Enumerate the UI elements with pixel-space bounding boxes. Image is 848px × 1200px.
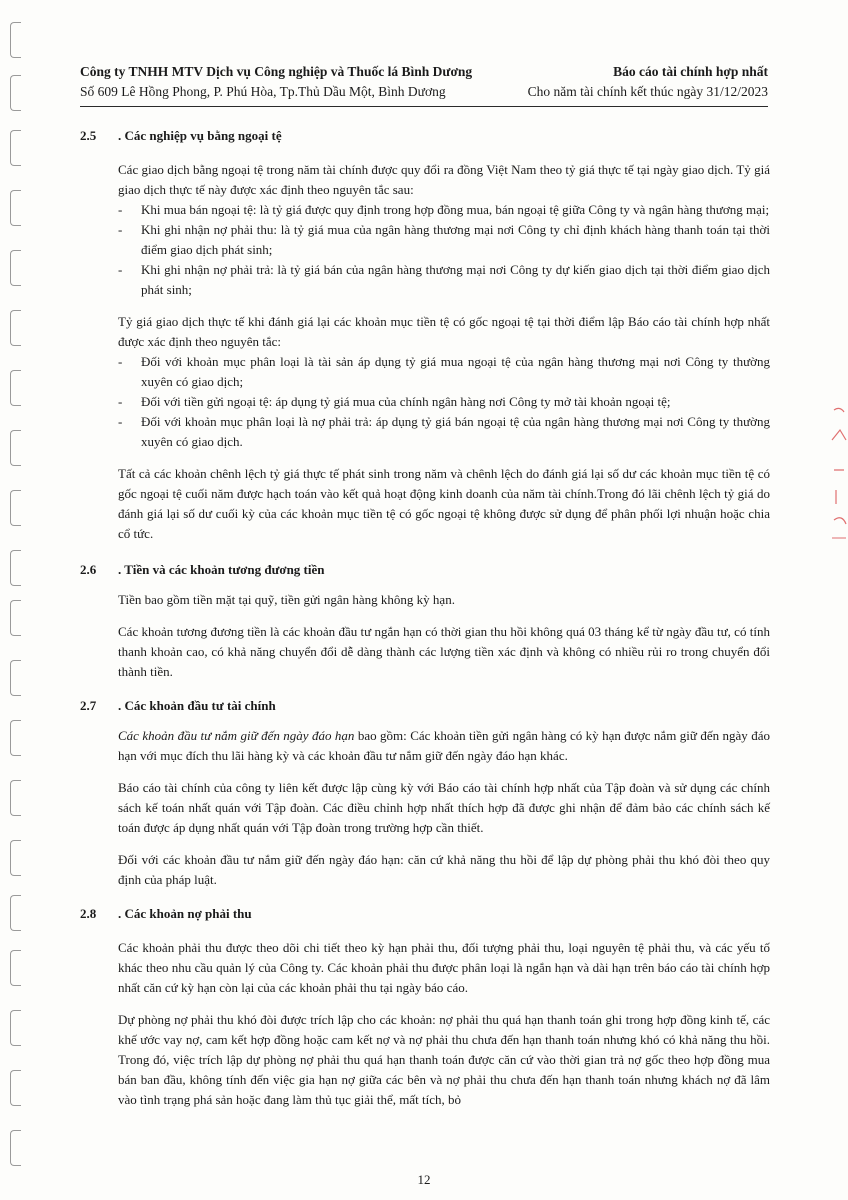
paragraph: Dự phòng nợ phải thu khó đòi được trích lập cho các khoản: nợ phải thu quá hạn thanh toán ghi trong hợp đồng kinh tế, các khế ước vay nợ, cam kết hợp đồng hoặc cam kết nợ và nợ phải thu chưa đến hạn thanh toán nhưng khó có khả năng thu hồi. Trong đó, việc trích lập dự phòng nợ phải thu quá hạn thanh toán được căn cứ vào thời gian trả nợ gốc theo hợp đồng mua bán ban đầu, không tính đến việc gia hạn nợ giữa các bên và nợ phải thu chưa đến hạn thanh toán nhưng khách nợ đã lâm vào tình trạng phá sản hoặc đang làm thủ tục giải thể, mất tích, bỏ <box>118 1012 770 1107</box>
section-heading <box>80 698 770 714</box>
paragraph: Báo cáo tài chính của công ty liên kết được lập cùng kỳ với Báo cáo tài chính hợp nhất của Tập đoàn và sử dụng các chính sách kế toán nhất quán với Tập đoàn. Các điều chỉnh hợp nhất thích hợp đã được ghi nhận để đảm bảo các chính sách kế toán được áp dụng nhất quán với Tập đoàn trong trường hợp cần thiết. <box>118 780 770 835</box>
section-number: 2.8 <box>80 906 97 921</box>
paragraph: Tỷ giá giao dịch thực tế khi đánh giá lại các khoản mục tiền tệ có gốc ngoại tệ tại thời điểm lập Báo cáo tài chính hợp nhất được xác định theo nguyên tắc: <box>118 314 770 349</box>
section-title: . Tiền và các khoản tương đương tiền <box>118 562 325 577</box>
section-number: 2.7 <box>80 698 97 713</box>
section-title: . Các khoản nợ phải thu <box>118 906 252 921</box>
section-heading <box>80 562 770 578</box>
red-stamp-fragment <box>826 390 848 550</box>
list-item: - Khi mua bán ngoại tệ: là tỷ giá được quy định trong hợp đồng mua, bán ngoại tệ giữa Công ty và ngân hàng thương mại; <box>118 200 770 220</box>
section-body <box>118 726 770 890</box>
paragraph-text: bao gồm: Các khoản tiền gửi ngân hàng có kỳ hạn được nắm giữ đến ngày đáo hạn với mục đích thu lãi hàng kỳ và các khoản đầu tư nắm giữ đến ngày đáo hạn khác. <box>118 728 770 763</box>
section-title: . Các nghiệp vụ bằng ngoại tệ <box>118 128 282 143</box>
bullet-list <box>118 352 770 452</box>
paragraph: Các giao dịch bằng ngoại tệ trong năm tài chính được quy đổi ra đồng Việt Nam theo tỷ giá thực tế tại ngày giao dịch. Tỷ giá giao dịch thực tế này được xác định theo nguyên tắc sau: <box>118 162 770 197</box>
list-item: - Đối với khoản mục phân loại là tài sản áp dụng tỷ giá mua ngoại tệ của ngân hàng thương mại nơi Công ty thường xuyên có giao dịch; <box>118 352 770 392</box>
company-address: Số 609 Lê Hồng Phong, P. Phú Hòa, Tp.Thủ Dầu Một, Bình Dương <box>80 84 446 99</box>
paragraph: Tất cả các khoản chênh lệch tỷ giá thực tế phát sinh trong năm và chênh lệch do đánh giá lại số dư các khoản mục tiền tệ có gốc ngoại tệ cuối năm được hạch toán vào kết quả hoạt động kinh doanh của năm tài chính.Trong đó lãi chênh lệch tỷ giá do đánh giá lại số dư cuối kỳ của các khoản mục tiền tệ có gốc ngoại tệ không được sử dụng để phân phối lợi nhuận hoặc chia cổ tức. <box>118 466 770 541</box>
list-item: - Đối với tiền gửi ngoại tệ: áp dụng tỷ giá mua của chính ngân hàng nơi Công ty mở tài khoản ngoại tệ; <box>118 392 770 412</box>
list-item: - Khi ghi nhận nợ phải thu: là tỷ giá mua của ngân hàng thương mại nơi Công ty chỉ định khách hàng thanh toán tại thời điểm giao dịch phát sinh; <box>118 220 770 260</box>
section-heading <box>80 128 770 144</box>
binder-holes <box>6 0 28 1200</box>
paragraph: Các khoản tương đương tiền là các khoản đầu tư ngắn hạn có thời gian thu hồi không quá 03 tháng kể từ ngày đầu tư, có tính thanh khoản cao, có khả năng chuyển đổi dễ dàng thành các lượng tiền xác định và không có nhiều rủi ro trong chuyển đổi thành tiền. <box>118 624 770 679</box>
report-title: Báo cáo tài chính hợp nhất <box>613 64 768 79</box>
list-item: - Đối với khoản mục phân loại là nợ phải trả: áp dụng tỷ giá bán ngoại tệ của ngân hàng thương mại nơi Công ty thường xuyên có giao dịch. <box>118 412 770 452</box>
section-number: 2.5 <box>80 128 97 143</box>
section-body <box>118 590 770 682</box>
paragraph: Tiền bao gồm tiền mặt tại quỹ, tiền gửi ngân hàng không kỳ hạn. <box>118 592 455 607</box>
section-body <box>118 156 770 544</box>
section-title: . Các khoản đầu tư tài chính <box>118 698 276 713</box>
italic-term: Các khoản đầu tư nắm giữ đến ngày đáo hạn <box>118 728 355 743</box>
section-body <box>118 934 770 1110</box>
page-header <box>80 62 768 107</box>
report-period: Cho năm tài chính kết thúc ngày 31/12/2023 <box>527 84 768 99</box>
page-number: 12 <box>417 1172 431 1187</box>
company-name: Công ty TNHH MTV Dịch vụ Công nghiệp và Thuốc lá Bình Dương <box>80 64 473 79</box>
section-number: 2.6 <box>80 562 97 577</box>
section-heading <box>80 906 770 922</box>
paragraph <box>118 726 770 766</box>
list-item: - Khi ghi nhận nợ phải trả: là tỷ giá bán của ngân hàng thương mại nơi Công ty dự kiến giao dịch tại thời điểm giao dịch phát sinh; <box>118 260 770 300</box>
paragraph: Đối với các khoản đầu tư nắm giữ đến ngày đáo hạn: căn cứ khả năng thu hồi để lập dự phòng phải thu khó đòi theo quy định của pháp luật. <box>118 852 770 887</box>
paragraph: Các khoản phải thu được theo dõi chi tiết theo kỳ hạn phải thu, đối tượng phải thu, loại nguyên tệ phải thu, và các yếu tố khác theo nhu cầu quản lý của Công ty. Các khoản phải thu được phân loại là ngắn hạn và dài hạn trên báo cáo tài chính hợp nhất căn cứ kỳ hạn còn lại của các khoản phải thu tại ngày báo cáo. <box>118 940 770 995</box>
bullet-list <box>118 200 770 300</box>
document-body <box>80 128 770 1122</box>
